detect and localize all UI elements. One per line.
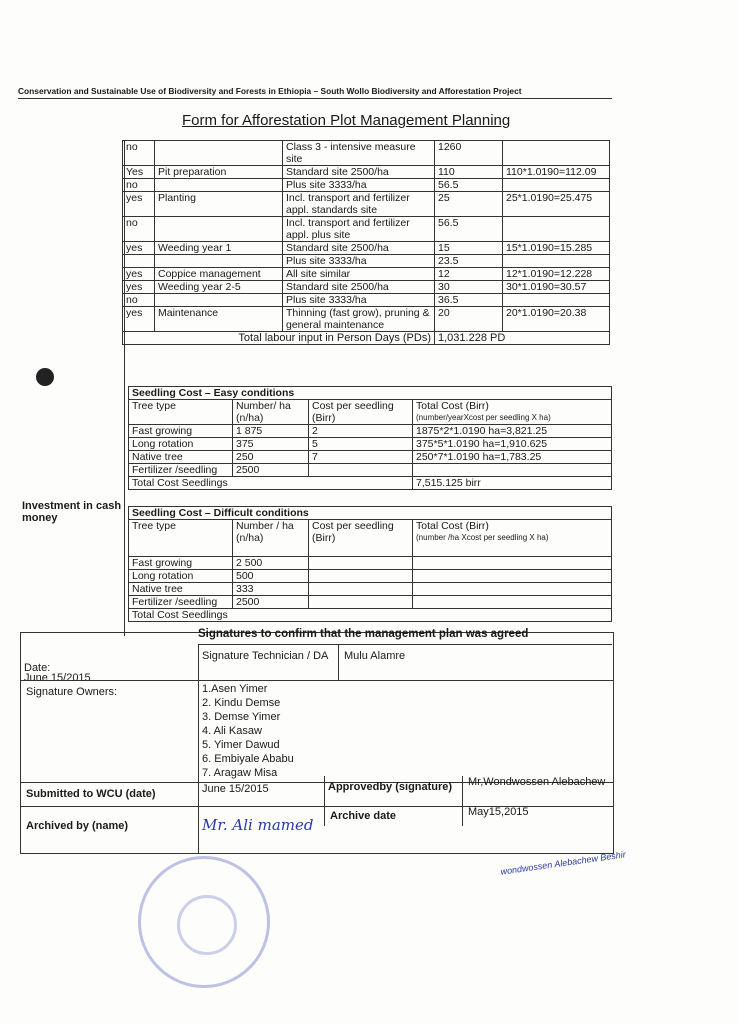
difficult-num: 333 (233, 583, 309, 596)
labour-row (123, 192, 610, 217)
owner-name: 7. Aragaw Misa (202, 767, 278, 779)
labour-yn: no (123, 179, 155, 192)
difficult-h-cost: Cost per seedling (Birr) (309, 520, 413, 557)
labour-row (123, 141, 610, 166)
labour-pd: 15 (435, 242, 503, 255)
approved-value-divider (462, 776, 463, 826)
header-rule (18, 98, 612, 99)
owner-name: 5. Yimer Dawud (202, 739, 280, 751)
easy-cost: 2 (309, 425, 413, 438)
difficult-seedling-table (128, 506, 612, 622)
labour-activity (155, 255, 283, 268)
difficult-h-num: Number / ha (n/ha) (233, 520, 309, 557)
project-header: Conservation and Sustainable Use of Biodiversity and Forests in Ethiopia – South Wollo Biodiversity and Afforestation Project (18, 86, 522, 96)
labour-spec: Incl. transport and fertilizer appl. plus site (283, 217, 435, 242)
difficult-cost (309, 596, 413, 609)
labour-activity (155, 179, 283, 192)
tech-rule (20, 680, 614, 681)
labour-pd: 110 (435, 166, 503, 179)
date-value: June 15/2015 (24, 672, 91, 684)
difficult-row (129, 557, 612, 570)
approver-stamp-text: wondwossen Alebachew Beshir (499, 849, 627, 877)
labour-pd: 20 (435, 307, 503, 332)
labour-calc (503, 179, 610, 192)
labour-pd: 56.5 (435, 179, 503, 192)
labour-calc: 25*1.0190=25.475 (503, 192, 610, 217)
easy-row (129, 425, 612, 438)
difficult-total (413, 583, 612, 596)
difficult-h-type: Tree type (129, 520, 233, 557)
left-column (18, 140, 125, 636)
easy-type: Long rotation (129, 438, 233, 451)
labour-row (123, 268, 610, 281)
difficult-type: Fast growing (129, 557, 233, 570)
easy-cost: 7 (309, 451, 413, 464)
labour-activity: Pit preparation (155, 166, 283, 179)
difficult-cost (309, 557, 413, 570)
easy-cost: 5 (309, 438, 413, 451)
easy-total (413, 464, 612, 477)
labour-activity: Planting (155, 192, 283, 217)
archived-label: Archived by (name) (26, 820, 129, 832)
easy-total: 250*7*1.0190 ha=1,783.25 (413, 451, 612, 464)
difficult-h-total (413, 520, 612, 557)
archived-signature: Mr. Ali mamed (202, 816, 314, 834)
labour-spec: Standard site 2500/ha (283, 281, 435, 294)
tech-divider (338, 644, 339, 680)
total-labour-label: Total labour input in Person Days (PDs) (123, 332, 435, 345)
owner-name: 3. Demse Yimer (202, 711, 281, 723)
easy-type: Fertilizer /seedling (129, 464, 233, 477)
archive-date-value: May15,2015 (468, 806, 529, 818)
labour-activity (155, 141, 283, 166)
investment-label: Investment in cash money (22, 500, 122, 524)
labour-calc (503, 141, 610, 166)
tech-name: Mulu Alamre (344, 650, 406, 662)
labour-yn: yes (123, 242, 155, 255)
labour-row (123, 281, 610, 294)
labour-row (123, 242, 610, 255)
labour-spec: Standard site 2500/ha (283, 166, 435, 179)
official-seal-stamp (138, 856, 270, 988)
labour-activity (155, 217, 283, 242)
easy-num: 2500 (233, 464, 309, 477)
owner-name: 2. Kindu Demse (202, 697, 281, 709)
tech-label: Signature Technician / DA (202, 650, 329, 662)
easy-h-total-note: (number/yearXcost per seedling X ha) (416, 413, 551, 422)
labour-activity: Maintenance (155, 307, 283, 332)
sig-rule (198, 644, 612, 645)
total-labour-value: 1,031.228 PD (435, 332, 610, 345)
difficult-num: 2 500 (233, 557, 309, 570)
labour-calc: 110*1.0190=112.09 (503, 166, 610, 179)
difficult-h-total-label: Total Cost (Birr) (416, 520, 489, 532)
easy-num: 1 875 (233, 425, 309, 438)
labour-pd: 25 (435, 192, 503, 217)
archive-date-label: Archive date (330, 810, 397, 822)
labour-activity: Coppice management (155, 268, 283, 281)
easy-h-total (413, 400, 612, 425)
labour-pd: 1260 (435, 141, 503, 166)
sig-vline (198, 644, 199, 824)
labour-yn: no (123, 217, 155, 242)
easy-h-type: Tree type (129, 400, 233, 425)
difficult-row (129, 570, 612, 583)
owner-name: 4. Ali Kasaw (202, 725, 262, 737)
difficult-row (129, 583, 612, 596)
date-label: Date: (24, 662, 51, 674)
difficult-total (413, 570, 612, 583)
labour-spec: Thinning (fast grow), pruning & general maintenance (283, 307, 435, 332)
submitted-label: Submitted to WCU (date) (26, 788, 156, 800)
labour-yn: Yes (123, 166, 155, 179)
easy-h-total-label: Total Cost (Birr) (416, 400, 489, 412)
difficult-total (413, 557, 612, 570)
labour-yn: yes (123, 192, 155, 217)
easy-row (129, 451, 612, 464)
easy-title: Seedling Cost – Easy conditions (129, 387, 612, 400)
labour-pd: 36.5 (435, 294, 503, 307)
easy-cost (309, 464, 413, 477)
difficult-num: 500 (233, 570, 309, 583)
labour-row (123, 294, 610, 307)
labour-spec: Class 3 - intensive measure site (283, 141, 435, 166)
labour-spec: Plus site 3333/ha (283, 179, 435, 192)
difficult-num: 2500 (233, 596, 309, 609)
easy-seedling-table (128, 386, 612, 490)
approved-value: Mr,Wondwossen Alebachew (468, 776, 606, 788)
owners-label: Signature Owners: (26, 686, 118, 698)
labour-spec: All site similar (283, 268, 435, 281)
labour-row (123, 217, 610, 242)
easy-total-value: 7,515.125 birr (413, 477, 612, 490)
labour-row (123, 166, 610, 179)
approved-divider (324, 776, 325, 826)
archived-divider (198, 806, 199, 854)
labour-spec: Plus site 3333/ha (283, 255, 435, 268)
labour-activity (155, 294, 283, 307)
labour-yn: yes (123, 281, 155, 294)
labour-spec: Incl. transport and fertilizer appl. standards site (283, 192, 435, 217)
easy-h-num: Number/ ha (n/ha) (233, 400, 309, 425)
labour-pd: 12 (435, 268, 503, 281)
labour-row (123, 255, 610, 268)
owner-name: 6. Embiyale Ababu (202, 753, 294, 765)
easy-num: 250 (233, 451, 309, 464)
labour-yn: yes (123, 268, 155, 281)
owners-list (202, 682, 294, 780)
difficult-type: Fertilizer /seedling (129, 596, 233, 609)
difficult-total-label: Total Cost Seedlings (129, 609, 612, 622)
difficult-type: Long rotation (129, 570, 233, 583)
labour-calc (503, 255, 610, 268)
labour-activity: Weeding year 2-5 (155, 281, 283, 294)
labour-spec: Plus site 3333/ha (283, 294, 435, 307)
labour-calc: 20*1.0190=20.38 (503, 307, 610, 332)
form-title: Form for Afforestation Plot Management Planning (182, 112, 511, 129)
labour-pd: 30 (435, 281, 503, 294)
difficult-row (129, 596, 612, 609)
easy-row (129, 438, 612, 451)
difficult-cost (309, 583, 413, 596)
owner-name: 1.Asen Yimer (202, 683, 268, 695)
labour-pd: 56.5 (435, 217, 503, 242)
easy-total: 375*5*1.0190 ha=1,910.625 (413, 438, 612, 451)
difficult-title: Seedling Cost – Difficult conditions (129, 507, 612, 520)
labour-table (122, 140, 610, 345)
easy-total: 1875*2*1.0190 ha=3,821.25 (413, 425, 612, 438)
easy-row (129, 464, 612, 477)
easy-type: Native tree (129, 451, 233, 464)
difficult-h-total-note: (number /ha Xcost per seedling X ha) (416, 533, 549, 542)
easy-total-label: Total Cost Seedlings (129, 477, 413, 490)
submitted-value: June 15/2015 (202, 783, 269, 795)
labour-calc (503, 217, 610, 242)
difficult-total (413, 596, 612, 609)
difficult-type: Native tree (129, 583, 233, 596)
labour-pd: 23.5 (435, 255, 503, 268)
labour-spec: Standard site 2500/ha (283, 242, 435, 255)
labour-total-row (123, 332, 610, 345)
easy-type: Fast growing (129, 425, 233, 438)
labour-yn: no (123, 141, 155, 166)
labour-activity: Weeding year 1 (155, 242, 283, 255)
easy-num: 375 (233, 438, 309, 451)
labour-yn: yes (123, 307, 155, 332)
labour-row (123, 307, 610, 332)
difficult-cost (309, 570, 413, 583)
labour-row (123, 179, 610, 192)
easy-h-cost: Cost per seedling (Birr) (309, 400, 413, 425)
approved-label: Approvedby (signature) (328, 781, 453, 793)
labour-yn: no (123, 294, 155, 307)
labour-calc: 30*1.0190=30.57 (503, 281, 610, 294)
signatures-title: Signatures to confirm that the management plan was agreed (198, 628, 529, 640)
labour-yn (123, 255, 155, 268)
labour-calc: 15*1.0190=15.285 (503, 242, 610, 255)
labour-calc: 12*1.0190=12.228 (503, 268, 610, 281)
labour-calc (503, 294, 610, 307)
